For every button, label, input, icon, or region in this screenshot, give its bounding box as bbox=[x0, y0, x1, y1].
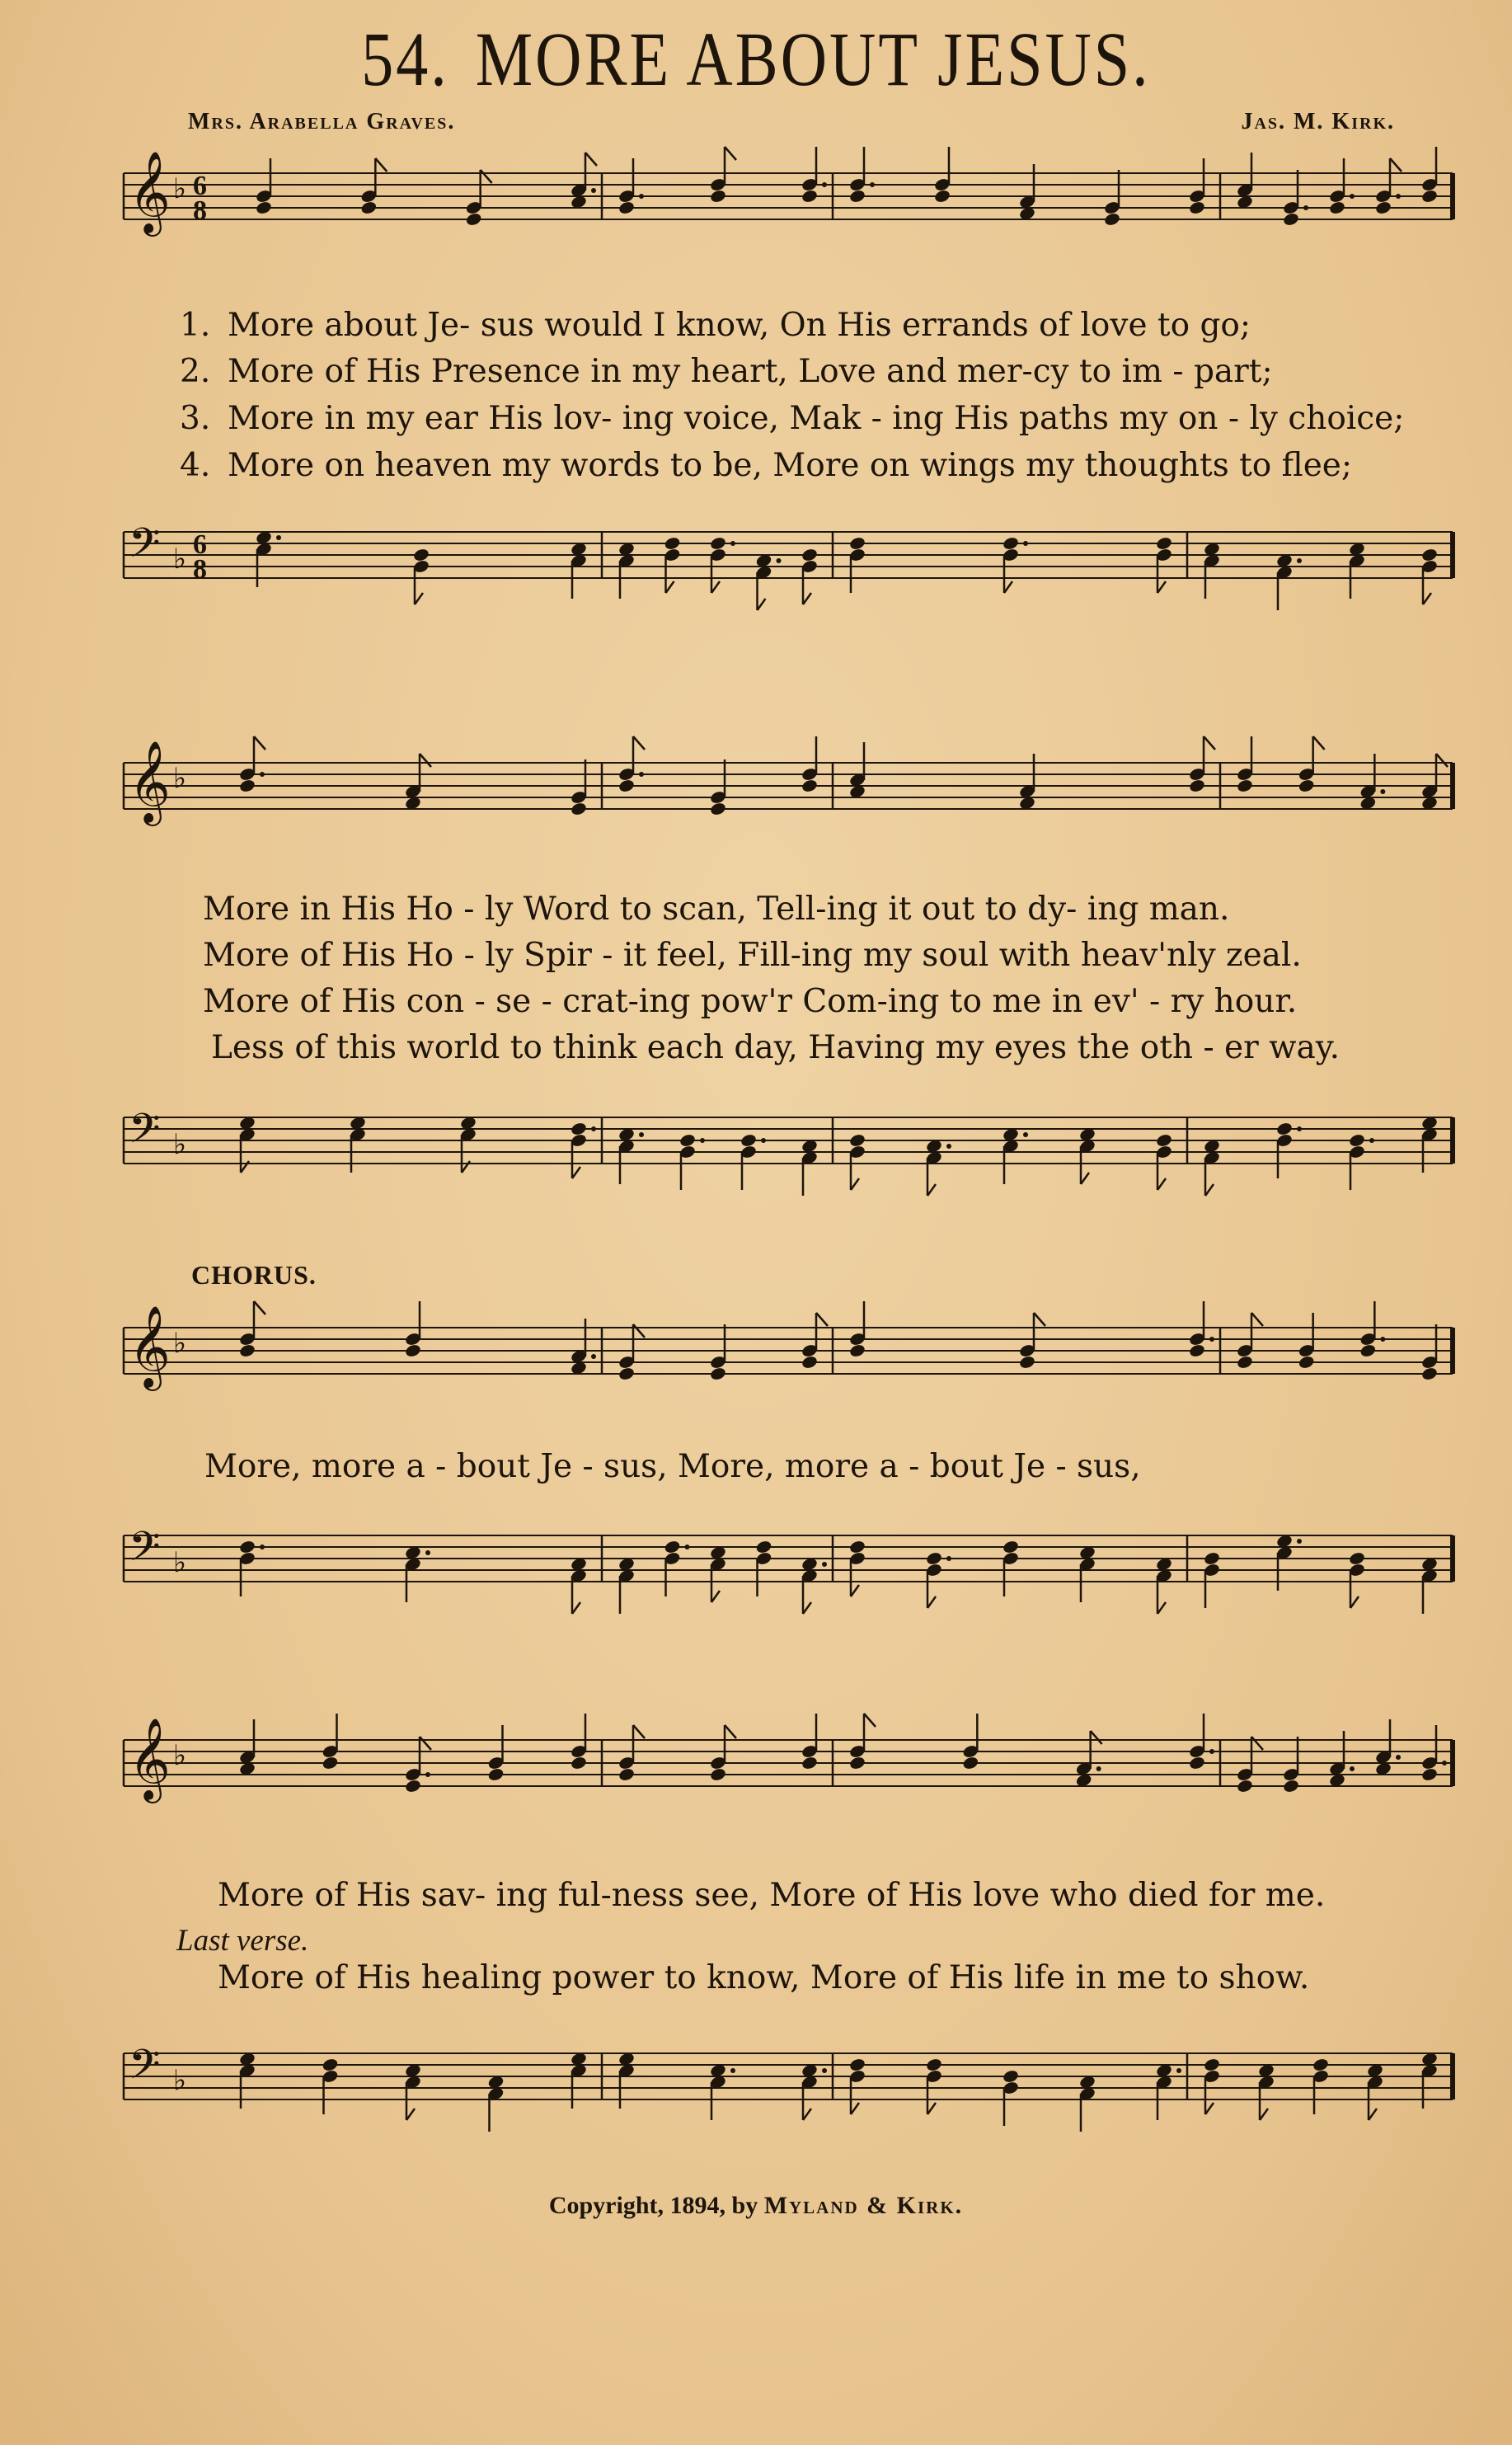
verse-3-line-a: 3. More in my ear His lov- ing voice, Mak - ing His paths my on - ly choice; bbox=[180, 400, 1405, 437]
system-4-treble-staff bbox=[0, 1707, 1512, 1822]
copyright-notice: Copyright, 1894, by Myland & Kirk. bbox=[548, 2192, 964, 2219]
svg-text:𝄞: 𝄞 bbox=[129, 151, 171, 233]
verse-2-line-a: 2. More of His Presence in my heart, Love and mer-cy to im - part; bbox=[180, 353, 1273, 390]
svg-text:𝄞: 𝄞 bbox=[129, 1305, 171, 1388]
last-verse-line: More of His healing power to know, More of His life in me to show. bbox=[218, 1959, 1310, 1996]
composer-credit: Jas. M. Kirk. bbox=[1241, 109, 1395, 134]
hymn-title bbox=[0, 15, 1512, 104]
svg-text:𝄞: 𝄞 bbox=[129, 741, 171, 823]
hymn-number: 54. bbox=[361, 16, 449, 102]
verse-4-line-a: 4. More on heaven my words to be, More on wings my thoughts to flee; bbox=[180, 447, 1352, 484]
svg-text:♭: ♭ bbox=[173, 762, 187, 795]
system-4-bass-staff bbox=[0, 2020, 1512, 2136]
verse-3-line-b: More of His con - se - crat-ing pow'r Com-ing to me in ev' - ry hour. bbox=[203, 983, 1298, 1020]
svg-text:♭: ♭ bbox=[173, 1128, 187, 1161]
svg-text:𝄢: 𝄢 bbox=[129, 1523, 161, 1581]
svg-text:♭: ♭ bbox=[173, 1739, 187, 1772]
chorus-treble-staff bbox=[0, 1295, 1512, 1410]
svg-text:𝄢: 𝄢 bbox=[129, 520, 161, 577]
verse-4-line-b: Less of this world to think each day, Having my eyes the oth - er way. bbox=[211, 1029, 1341, 1066]
svg-text:♭: ♭ bbox=[173, 543, 187, 576]
svg-text:8: 8 bbox=[193, 554, 207, 585]
author-credit: Mrs. Arabella Graves. bbox=[188, 109, 456, 134]
svg-text:8: 8 bbox=[193, 195, 207, 226]
system-1-bass-staff bbox=[0, 499, 1512, 614]
chorus-label: CHORUS. bbox=[191, 1260, 317, 1290]
system-2-bass-staff bbox=[0, 1084, 1512, 1200]
system-2-treble-staff bbox=[0, 730, 1512, 845]
svg-text:6: 6 bbox=[193, 171, 207, 201]
system-1-treble-staff bbox=[0, 140, 1512, 256]
verse-1-line-a: 1. More about Je- sus would I know, On His errands of love to go; bbox=[180, 307, 1251, 344]
hymn-title-text: MORE ABOUT JESUS. bbox=[475, 16, 1151, 102]
svg-text:♭: ♭ bbox=[173, 172, 187, 205]
chorus-line-1: More, more a - bout Je - sus, More, more a - bout Je - sus, bbox=[204, 1448, 1141, 1485]
verse-1-line-b: More in His Ho - ly Word to scan, Tell-ing it out to dy- ing man. bbox=[203, 891, 1230, 928]
svg-text:♭: ♭ bbox=[173, 1546, 187, 1579]
svg-text:♭: ♭ bbox=[173, 2064, 187, 2097]
svg-text:♭: ♭ bbox=[173, 1327, 187, 1360]
svg-text:6: 6 bbox=[193, 529, 207, 560]
chorus-bass-staff bbox=[0, 1502, 1512, 1618]
last-verse-label: Last verse. bbox=[176, 1924, 309, 1958]
chorus-line-2: More of His sav- ing ful-ness see, More of His love who died for me. bbox=[218, 1877, 1326, 1914]
verse-2-line-b: More of His Ho - ly Spir - it feel, Fill-ing my soul with heav'nly zeal. bbox=[203, 937, 1302, 974]
svg-text:𝄢: 𝄢 bbox=[129, 2041, 161, 2099]
svg-text:𝄢: 𝄢 bbox=[129, 1105, 161, 1163]
svg-text:𝄞: 𝄞 bbox=[129, 1718, 171, 1800]
